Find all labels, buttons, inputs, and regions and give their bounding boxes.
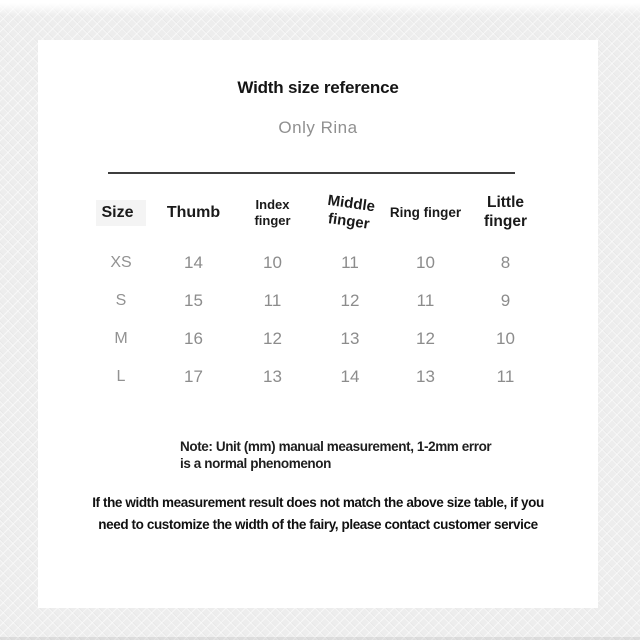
note-line-1: Note: Unit (mm) manual measurement, 1-2mm error bbox=[180, 439, 492, 454]
middle-header-line2: finger bbox=[326, 210, 371, 233]
background-top-sheen bbox=[0, 0, 640, 16]
index-header-line1: Index bbox=[255, 197, 290, 213]
column-header-index-finger bbox=[232, 197, 313, 228]
page-title: Width size reference bbox=[237, 78, 399, 97]
size-header-label: Size bbox=[96, 200, 145, 225]
table-row-l bbox=[87, 358, 547, 396]
size-chart-card bbox=[38, 40, 598, 608]
cell-l-index: 13 bbox=[263, 367, 282, 386]
column-header-size bbox=[87, 200, 155, 225]
footer-line-1: If the width measurement result does not match the above size table, if you bbox=[92, 495, 544, 510]
column-header-middle-finger bbox=[311, 190, 389, 236]
table-row-xs bbox=[87, 244, 547, 282]
cell-xs-ring: 10 bbox=[416, 253, 435, 272]
column-header-ring-finger bbox=[387, 205, 464, 221]
cell-xs-little: 8 bbox=[500, 253, 511, 272]
middle-header-line1: Middle bbox=[326, 191, 377, 216]
cell-m-thumb: 16 bbox=[184, 329, 203, 348]
thumb-header-label: Thumb bbox=[166, 204, 221, 222]
index-header-line2: finger bbox=[254, 213, 291, 228]
row-label: S bbox=[115, 292, 127, 309]
cell-s-ring: 11 bbox=[416, 291, 435, 310]
customer-service-notice bbox=[38, 492, 598, 536]
cell-l-thumb: 17 bbox=[184, 367, 203, 386]
cell-xs-thumb: 14 bbox=[184, 253, 203, 272]
measurement-note bbox=[180, 438, 491, 472]
cell-m-little: 10 bbox=[496, 329, 515, 348]
row-label: XS bbox=[110, 254, 132, 271]
cell-s-index: 11 bbox=[263, 291, 282, 310]
cell-l-middle: 14 bbox=[340, 367, 360, 386]
cell-xs-index: 10 bbox=[263, 253, 282, 272]
cell-m-middle: 13 bbox=[340, 329, 360, 348]
table-row-m bbox=[87, 320, 547, 358]
cell-s-little: 9 bbox=[500, 291, 511, 310]
cell-xs-middle: 11 bbox=[341, 253, 359, 272]
column-header-thumb bbox=[155, 203, 232, 222]
table-header-row bbox=[87, 186, 547, 240]
cell-l-ring: 13 bbox=[416, 367, 435, 386]
little-header-label: Little finger bbox=[483, 194, 528, 230]
footer-line-2: need to customize the width of the fairy, please contact customer service bbox=[98, 517, 538, 532]
row-label: L bbox=[116, 368, 126, 385]
cell-s-thumb: 15 bbox=[184, 291, 203, 310]
cell-m-index: 12 bbox=[263, 329, 282, 348]
note-line-2: is a normal phenomenon bbox=[180, 456, 331, 471]
ring-header-label: Ring finger bbox=[389, 204, 462, 220]
cell-m-ring: 12 bbox=[416, 329, 435, 348]
row-label: M bbox=[114, 330, 128, 347]
horizontal-divider bbox=[108, 172, 515, 174]
table-body bbox=[87, 244, 547, 396]
column-header-little-finger bbox=[464, 194, 547, 231]
size-table bbox=[87, 186, 547, 396]
table-row-s bbox=[87, 282, 547, 320]
cell-s-middle: 12 bbox=[340, 291, 360, 310]
cell-l-little: 11 bbox=[496, 367, 515, 386]
brand-subtitle: Only Rina bbox=[278, 118, 358, 137]
